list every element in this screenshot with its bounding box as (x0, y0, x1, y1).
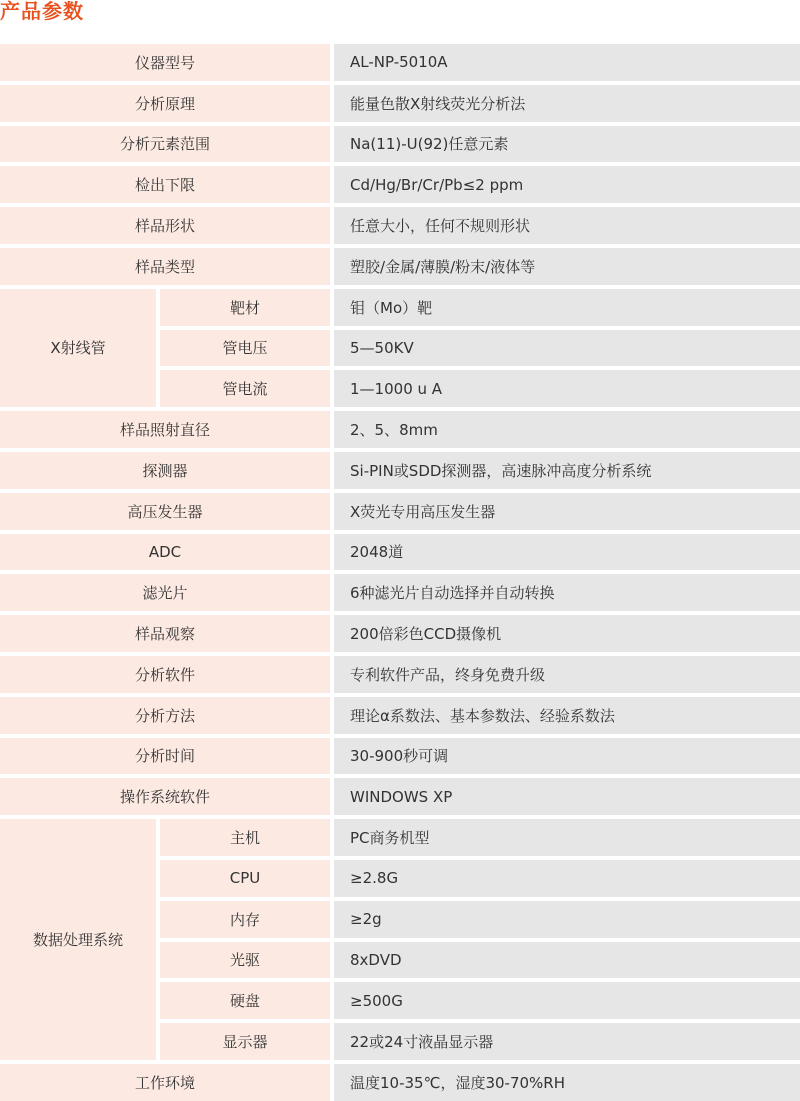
row-value: AL-NP-5010A (332, 42, 800, 83)
row-label: 工作环境 (0, 1062, 332, 1101)
row-label: 高压发生器 (0, 491, 332, 532)
row-value: 2048道 (332, 532, 800, 573)
spec-table (0, 40, 800, 1101)
group-label: 数据处理系统 (0, 817, 158, 1062)
row-label: 分析元素范围 (0, 124, 332, 165)
sub-label: 光驱 (158, 940, 332, 981)
sub-label: 靶材 (158, 287, 332, 328)
sub-label: CPU (158, 858, 332, 899)
row-value: 温度10-35℃，湿度30-70%RH (332, 1062, 800, 1101)
table-row (0, 1062, 800, 1101)
row-label: 分析时间 (0, 736, 332, 777)
row-value: X荧光专用高压发生器 (332, 491, 800, 532)
row-label: 检出下限 (0, 164, 332, 205)
row-value: 钼（Mo）靶 (332, 287, 800, 328)
sub-label: 管电压 (158, 328, 332, 369)
row-value: 200倍彩色CCD摄像机 (332, 613, 800, 654)
table-row (0, 124, 800, 165)
sub-label: 主机 (158, 817, 332, 858)
row-value: ≥500G (332, 980, 800, 1021)
row-value: WINDOWS XP (332, 776, 800, 817)
row-value: 30-900秒可调 (332, 736, 800, 777)
row-value: ≥2.8G (332, 858, 800, 899)
row-label: 样品类型 (0, 246, 332, 287)
table-row (0, 42, 800, 83)
row-value: 塑胶/金属/薄膜/粉末/液体等 (332, 246, 800, 287)
row-label: 探测器 (0, 450, 332, 491)
section-title: 产品参数 (0, 0, 84, 23)
row-value: 6种滤光片自动选择并自动转换 (332, 572, 800, 613)
row-label: 样品观察 (0, 613, 332, 654)
table-row (0, 532, 800, 573)
row-value: 能量色散X射线荧光分析法 (332, 83, 800, 124)
table-row (0, 613, 800, 654)
table-row (0, 776, 800, 817)
row-value: Na(11)-U(92)任意元素 (332, 124, 800, 165)
row-label: 分析软件 (0, 654, 332, 695)
row-value: 理论α系数法、基本参数法、经验系数法 (332, 695, 800, 736)
row-value: 2、5、8mm (332, 409, 800, 450)
table-row (0, 817, 800, 858)
sub-label: 内存 (158, 899, 332, 940)
row-value: 5—50KV (332, 328, 800, 369)
table-row (0, 654, 800, 695)
sub-label: 显示器 (158, 1021, 332, 1062)
table-row (0, 572, 800, 613)
sub-label: 硬盘 (158, 980, 332, 1021)
row-value: Si-PIN或SDD探测器，高速脉冲高度分析系统 (332, 450, 800, 491)
row-label: 分析方法 (0, 695, 332, 736)
table-row (0, 164, 800, 205)
row-value: 1—1000 u A (332, 368, 800, 409)
table-row (0, 450, 800, 491)
row-value: 任意大小，任何不规则形状 (332, 205, 800, 246)
sub-label: 管电流 (158, 368, 332, 409)
table-row (0, 83, 800, 124)
table-row (0, 736, 800, 777)
table-row (0, 205, 800, 246)
row-value: ≥2g (332, 899, 800, 940)
table-row (0, 409, 800, 450)
row-value: 8xDVD (332, 940, 800, 981)
row-value: PC商务机型 (332, 817, 800, 858)
table-row (0, 695, 800, 736)
row-value: 专利软件产品，终身免费升级 (332, 654, 800, 695)
row-label: 滤光片 (0, 572, 332, 613)
row-label: 样品照射直径 (0, 409, 332, 450)
row-label: 操作系统软件 (0, 776, 332, 817)
table-row (0, 491, 800, 532)
row-label: ADC (0, 532, 332, 573)
row-label: 样品形状 (0, 205, 332, 246)
row-value: Cd/Hg/Br/Cr/Pb≤2 ppm (332, 164, 800, 205)
table-row (0, 287, 800, 328)
group-label: X射线管 (0, 287, 158, 409)
row-label: 分析原理 (0, 83, 332, 124)
table-row (0, 246, 800, 287)
row-label: 仪器型号 (0, 42, 332, 83)
row-value: 22或24寸液晶显示器 (332, 1021, 800, 1062)
